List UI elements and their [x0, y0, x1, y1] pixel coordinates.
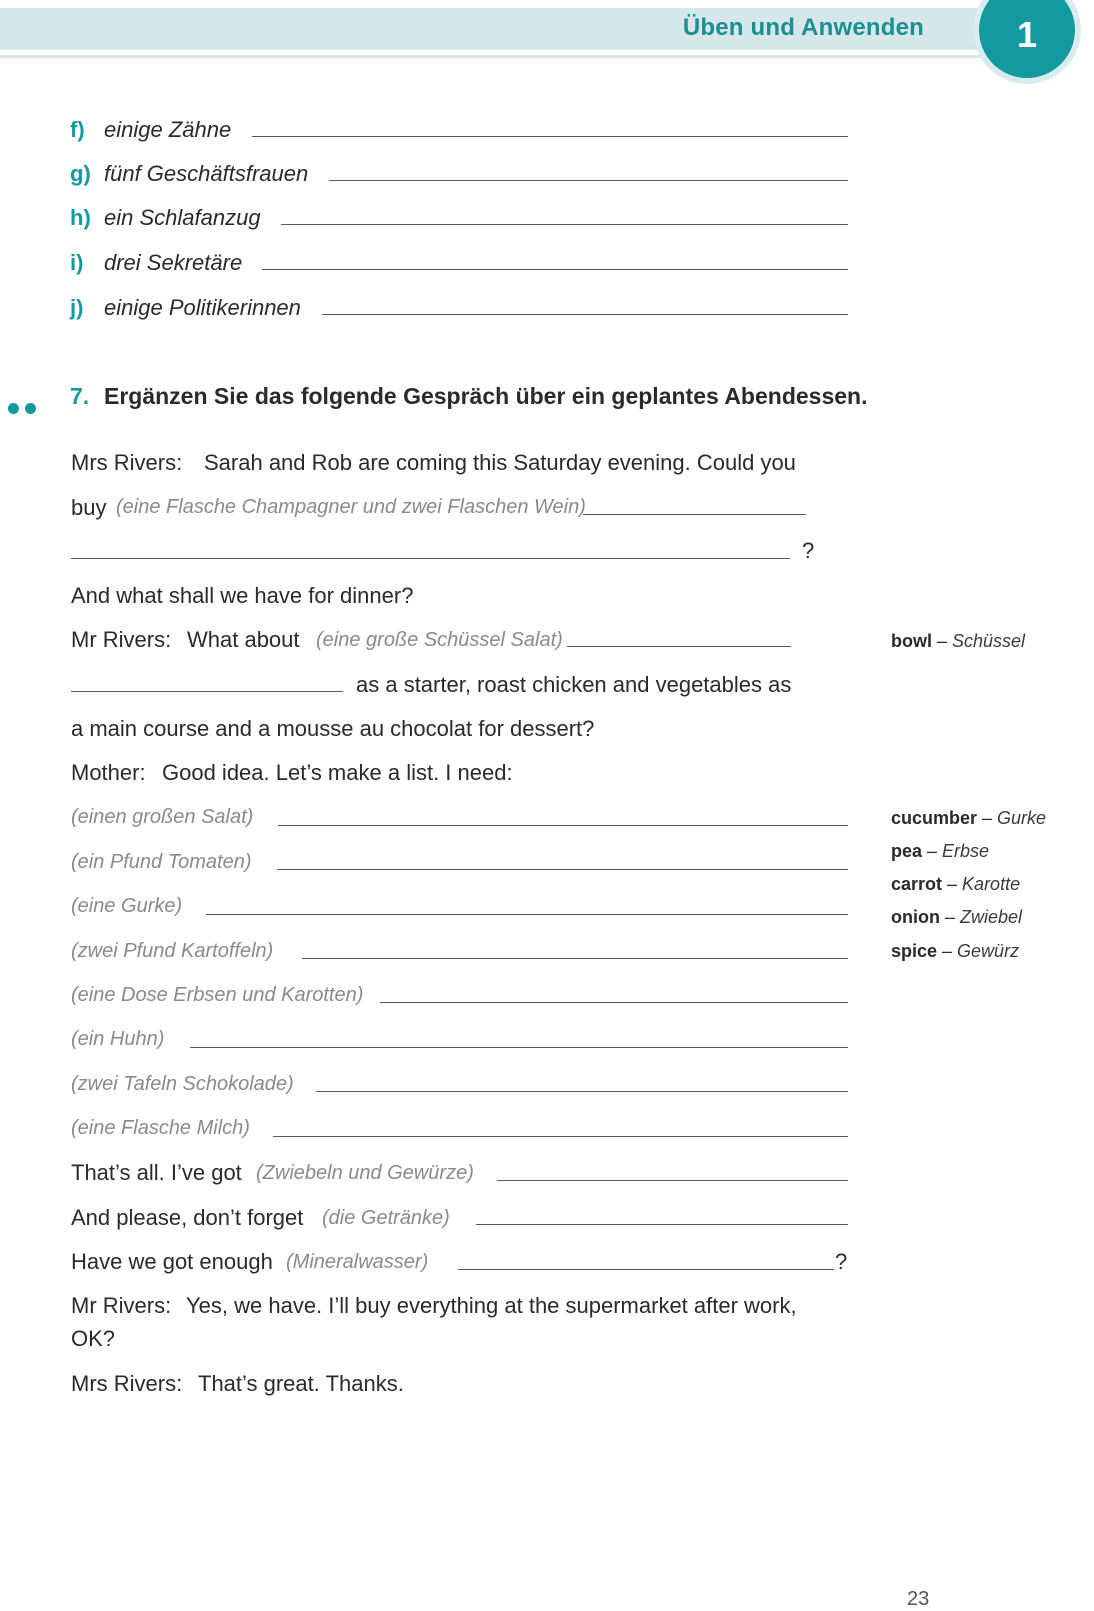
answer-blank[interactable] [190, 1047, 848, 1048]
item-letter: g) [70, 161, 91, 186]
answer-blank[interactable] [316, 1091, 848, 1092]
dialog-text: Yes, we have. I’ll buy everything at the supermarket after work, [186, 1293, 797, 1318]
hint-text: (eine große Schüssel Salat) [316, 629, 563, 651]
answer-blank[interactable] [206, 914, 848, 915]
vocab-de: Karotte [962, 874, 1021, 894]
page-header-title: Üben und Anwenden [682, 14, 924, 41]
list-item-hint: (eine Flasche Milch) [71, 1117, 250, 1139]
item-text: ein Schlafanzug [104, 205, 261, 230]
vocab-entry [891, 941, 1019, 962]
dialog-text: Sarah and Rob are coming this Saturday evening. Could you [204, 450, 796, 475]
answer-blank[interactable] [476, 1224, 848, 1225]
vocab-de: Zwiebel [960, 907, 1023, 927]
vocab-entry [891, 808, 1046, 829]
item-text: einige Politikerinnen [104, 295, 301, 320]
answer-blank[interactable] [458, 1269, 834, 1270]
vocab-en: onion [891, 907, 940, 927]
vocab-de: Gewürz [957, 941, 1020, 961]
item-text: fünf Geschäftsfrauen [104, 161, 309, 186]
vocab-de: Gurke [997, 808, 1047, 828]
dialog-text: And please, don’t forget [71, 1205, 304, 1230]
answer-blank[interactable] [322, 314, 848, 315]
question-mark: ? [835, 1249, 848, 1274]
vocab-entry [891, 631, 1025, 652]
list-item-hint: (einen großen Salat) [71, 806, 254, 828]
answer-blank[interactable] [71, 691, 343, 692]
list-item-hint: (zwei Tafeln Schokolade) [71, 1073, 294, 1095]
vocab-en: carrot [891, 874, 943, 894]
list-item-hint: (ein Pfund Tomaten) [71, 851, 252, 873]
hint-text: (Mineralwasser) [286, 1251, 429, 1273]
item-text: einige Zähne [104, 117, 232, 142]
vocab-en: bowl [891, 631, 932, 651]
answer-blank[interactable] [302, 958, 848, 959]
speaker-label: Mrs Rivers: [71, 1371, 183, 1396]
vocab-de: Erbse [942, 841, 990, 861]
item-letter: i) [70, 250, 84, 275]
list-item-hint: (eine Dose Erbsen und Karotten) [71, 984, 364, 1006]
vocab-sep: – [977, 808, 998, 828]
answer-blank[interactable] [329, 180, 848, 181]
hint-text: (die Getränke) [322, 1207, 450, 1229]
vocab-sep: – [937, 941, 958, 961]
speaker-label: Mr Rivers: [71, 627, 172, 652]
item-text: drei Sekretäre [104, 250, 243, 275]
answer-blank[interactable] [380, 1002, 848, 1003]
vocab-en: pea [891, 841, 923, 861]
chapter-badge [979, 0, 1075, 78]
answer-blank[interactable] [277, 869, 848, 870]
dialog-text: What about [187, 627, 300, 652]
item-letter: j) [70, 295, 84, 320]
vocab-sep: – [942, 874, 963, 894]
vocab-de: Schüssel [952, 631, 1026, 651]
vocab-entry [891, 874, 1020, 895]
vocab-entry [891, 841, 989, 862]
difficulty-dot-icon [8, 403, 19, 414]
answer-blank[interactable] [273, 1136, 848, 1137]
dialog-text: Have we got enough [71, 1249, 273, 1274]
exercise-number: 7. [70, 383, 90, 409]
answer-blank[interactable] [567, 646, 791, 647]
difficulty-dot-icon [25, 403, 36, 414]
dialog-text: OK? [71, 1326, 116, 1351]
header-divider [0, 55, 1000, 58]
difficulty-dots [8, 401, 42, 419]
vocab-en: spice [891, 941, 938, 961]
item-letter: f) [70, 117, 85, 142]
answer-blank[interactable] [583, 514, 806, 515]
hint-text: (eine Flasche Champagner und zwei Flaschen Wein) [116, 496, 586, 518]
list-item-hint: (ein Huhn) [71, 1028, 165, 1050]
dialog-text: That’s all. I’ve got [71, 1160, 242, 1185]
page-number: 23 [907, 1588, 930, 1610]
answer-blank[interactable] [281, 224, 848, 225]
speaker-label: Mr Rivers: [71, 1293, 172, 1318]
answer-blank[interactable] [497, 1180, 848, 1181]
dialog-text: That’s great. Thanks. [198, 1371, 404, 1396]
vocab-sep: – [922, 841, 943, 861]
dialog-text: Good idea. Let’s make a list. I need: [162, 760, 513, 785]
speaker-label: Mother: [71, 760, 146, 785]
dialog-text: a main course and a mousse au chocolat for dessert? [71, 716, 595, 741]
list-item-hint: (eine Gurke) [71, 895, 183, 917]
list-item-hint: (zwei Pfund Kartoffeln) [71, 940, 274, 962]
vocab-sep: – [932, 631, 953, 651]
dialog-text: And what shall we have for dinner? [71, 583, 414, 608]
answer-blank[interactable] [71, 558, 790, 559]
answer-blank[interactable] [262, 269, 848, 270]
item-letter: h) [70, 205, 91, 230]
dialog-text: as a starter, roast chicken and vegetables as [356, 672, 792, 697]
exercise-instruction: Ergänzen Sie das folgende Gespräch über ein geplantes Abendessen. [104, 383, 868, 409]
hint-text: (Zwiebeln und Gewürze) [256, 1162, 474, 1184]
chapter-number: 1 [1016, 14, 1038, 55]
answer-blank[interactable] [252, 136, 848, 137]
question-mark: ? [802, 538, 815, 563]
vocab-sep: – [939, 907, 960, 927]
dialog-text: buy [71, 495, 107, 520]
vocab-entry [891, 907, 1022, 928]
vocab-en: cucumber [891, 808, 978, 828]
answer-blank[interactable] [278, 825, 848, 826]
speaker-label: Mrs Rivers: [71, 450, 183, 475]
